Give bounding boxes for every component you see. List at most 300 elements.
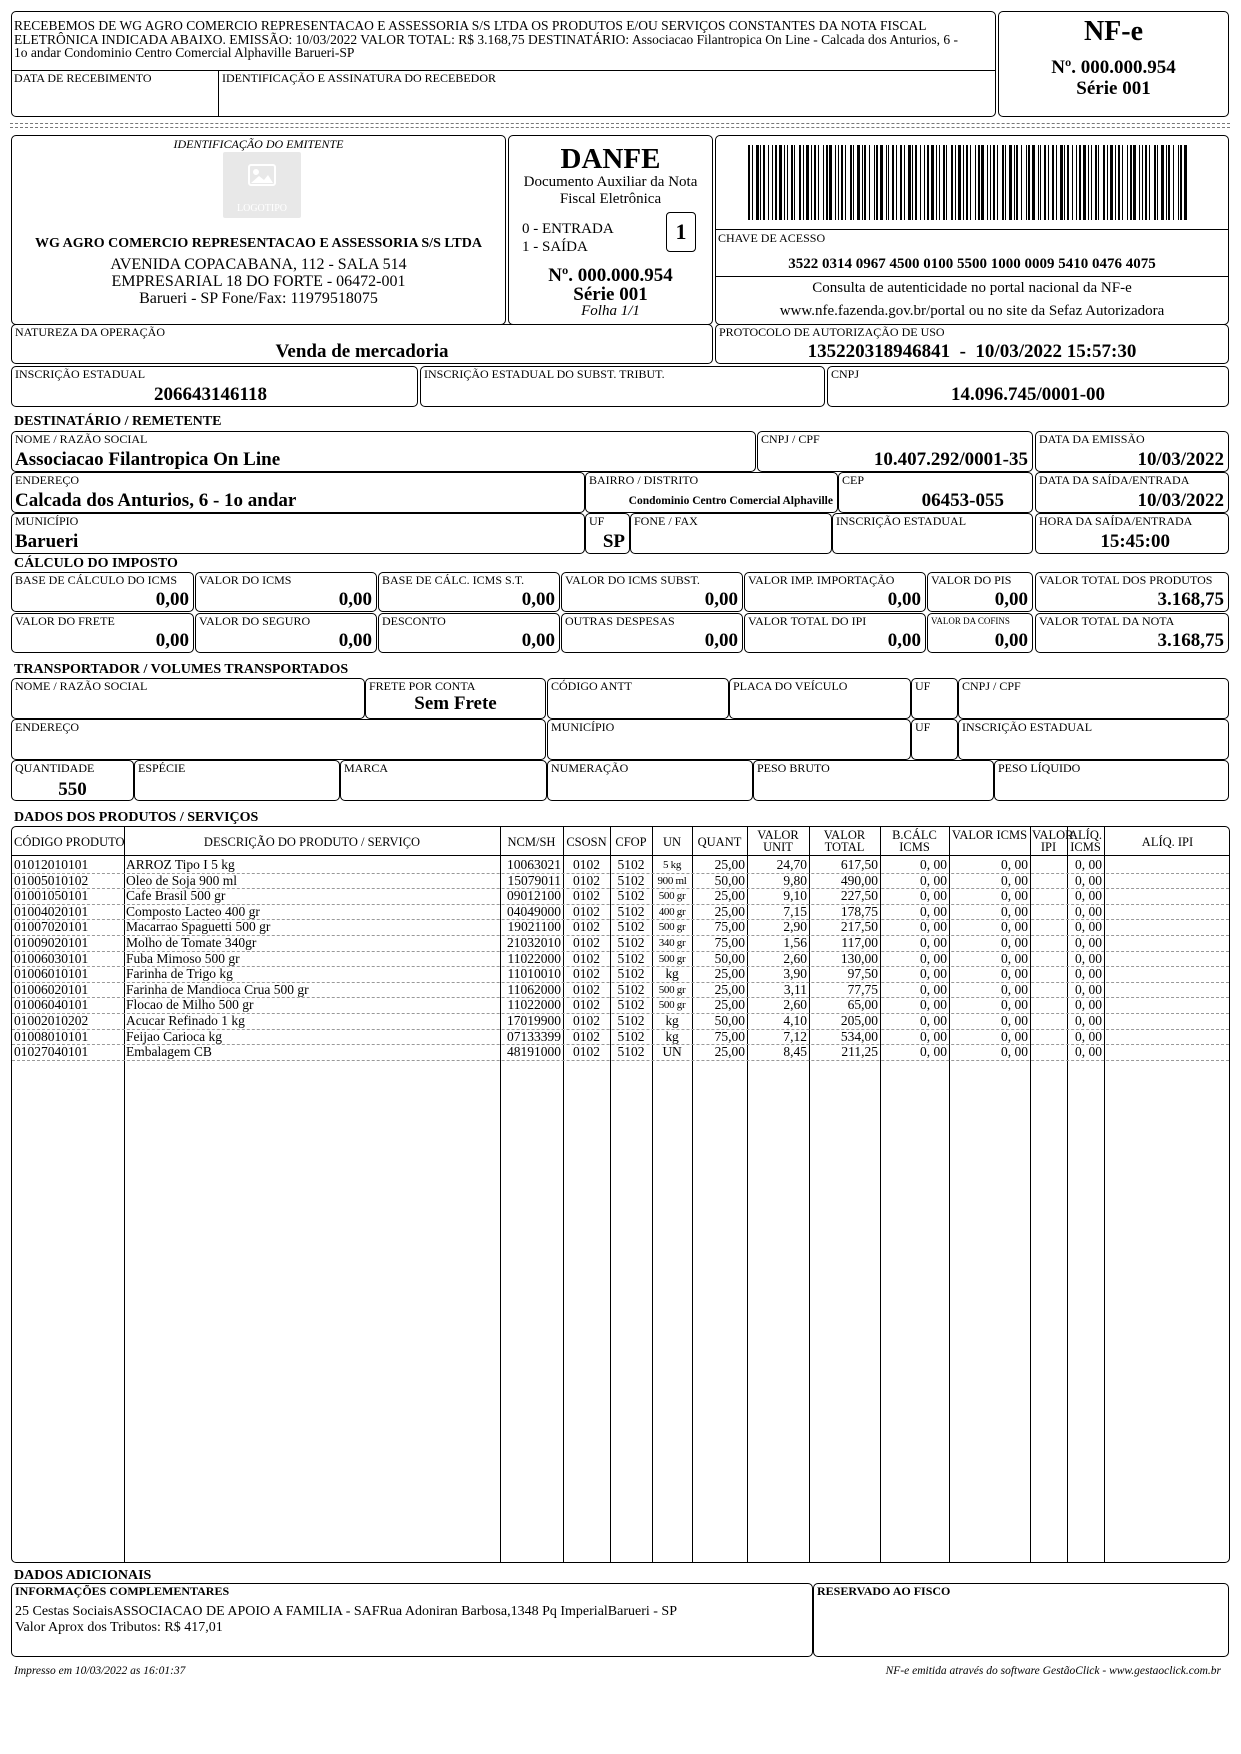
transp-municipio-box [547,719,911,760]
imposto-field [927,572,1033,612]
table-cell: 0, 00 [920,1028,947,1044]
barcode-bar [811,145,812,220]
table-cell: 500 gr [658,999,686,1012]
protocolo-label: PROTOCOLO DE AUTORIZAÇÃO DE USO [719,325,945,339]
imposto-field-value: 0,00 [704,589,738,610]
barcode-bar [1115,145,1116,220]
barcode-bar [1072,145,1073,220]
table-cell: Embalagem CB [126,1044,212,1060]
transp-peso-liquido-label: PESO LÍQUIDO [998,761,1081,775]
table-column-divider [1030,827,1031,1562]
table-cell: 0, 00 [920,1013,947,1028]
transp-marca-label: MARCA [344,761,389,775]
barcode-bar [1048,145,1049,220]
table-cell: 5102 [617,888,645,904]
chave-value: 3522 0314 0967 4500 0100 5500 1000 0009 5410 0476 4075 [788,256,1156,272]
table-header-cell: VALOR IPI [1032,828,1074,854]
table-cell: 10063021 [507,857,561,872]
table-cell: 0, 00 [1075,966,1102,982]
cnpj-emitente-value: 14.096.745/0001-00 [950,384,1106,405]
table-cell: 25,00 [714,966,745,982]
transp-especie-label: ESPÉCIE [138,761,186,775]
imposto-field [378,572,560,612]
table-cell: Farinha de Mandioca Crua 500 gr [126,981,309,997]
imposto-field [561,613,743,653]
table-cell: 01006020101 [14,981,89,997]
table-cell: 5102 [617,950,645,966]
table-cell: 0, 00 [1075,1013,1102,1028]
danfe-entrada: 0 - ENTRADA [522,221,614,237]
ie-value: 206643146118 [154,384,267,405]
table-cell: 0, 00 [1075,1028,1102,1044]
table-header-divider [12,855,1229,856]
dest-emissao-value: 10/03/2022 [1137,449,1224,470]
imposto-field-label: BASE DE CÁLCULO DO ICMS [15,573,178,587]
barcode-bar [924,145,925,220]
barcode-bar [931,145,934,220]
table-cell: 0, 00 [1075,857,1102,872]
table-cell: 48191000 [507,1044,561,1060]
table-cell: 8,45 [783,1044,807,1060]
table-cell: 0, 00 [920,919,947,935]
imposto-field-label: VALOR DO PIS [931,573,1012,587]
barcode-bar [1014,145,1015,220]
table-cell: 130,00 [840,950,878,966]
emitente-endereco1: AVENIDA COPACABANA, 112 - SALA 514 [110,256,407,273]
imposto-field-label: VALOR DO FRETE [15,614,115,628]
table-cell: Flocao de Milho 500 gr [126,997,254,1013]
transp-placa-box [729,678,911,719]
image-icon [223,152,301,202]
barcode-bar [987,145,988,220]
table-cell: 5102 [617,1028,645,1044]
barcode-bar [768,145,769,220]
table-cell: 900 ml [657,874,687,887]
natureza-box [11,324,713,364]
imposto-field-label: VALOR DO SEGURO [199,614,311,628]
table-cell: 01005010102 [14,872,89,888]
imposto-field-label: OUTRAS DESPESAS [565,614,675,628]
table-cell: 0, 00 [920,903,947,919]
table-cell: 5102 [617,857,645,872]
barcode-bar [966,145,968,220]
transp-especie-box [134,760,340,801]
table-cell: Molho de Tomate 340gr [126,935,257,950]
danfe-tipo: 1 [666,212,696,252]
table-cell: 2,60 [783,997,807,1013]
table-cell: 178,75 [840,903,878,919]
table-cell: 0, 00 [1075,903,1102,919]
barcode-bar [990,145,991,220]
table-cell: 2,90 [783,919,807,935]
danfe-saida: 1 - SAÍDA [522,239,588,255]
dest-emissao-box [1035,431,1229,472]
barcode-bar [1142,145,1143,220]
table-cell: 50,00 [714,1013,745,1028]
barcode-bar [763,145,765,220]
table-cell: 21032010 [507,935,561,950]
table-cell: 5102 [617,919,645,935]
barcode-bar [1149,145,1150,220]
table-cell: 01007020101 [14,919,89,935]
barcode-bar [874,145,875,220]
dest-hora-value: 15:45:00 [1100,531,1170,552]
canhoto-nfe-numero: Nº. 000.000.954 [1051,57,1176,78]
barcode-bar [838,145,839,220]
transp-endereco-label: ENDEREÇO [15,720,79,734]
barcode-bar [892,145,894,220]
barcode-bar [1076,145,1077,220]
table-cell: 9,10 [783,888,807,904]
table-cell: 11022000 [507,950,561,966]
dest-municipio-label: MUNICÍPIO [15,514,79,528]
table-cell: Cafe Brasil 500 gr [126,888,226,904]
transp-uf2-box [911,719,958,760]
barcode-bar [927,145,929,220]
imposto-field-value: 0,00 [994,630,1028,651]
canhoto-divider-v [218,70,219,117]
barcode-bar [908,145,911,220]
reservado-fisco-label: RESERVADO AO FISCO [817,1584,951,1598]
dest-cnpj-value: 10.407.292/0001-35 [873,449,1028,470]
table-cell: kg [665,1013,679,1028]
table-cell: 25,00 [714,857,745,872]
barcode-bar [1180,145,1182,220]
dest-uf-value: SP [602,531,625,552]
barcode-bar [826,145,828,220]
table-cell: 0, 00 [920,966,947,982]
barcode-bar [1168,145,1170,220]
table-cell: 0, 00 [1075,981,1102,997]
dest-ie-box [832,513,1033,554]
barcode-bar [958,145,961,220]
table-header-cell: ALÍQ. IPI [1141,835,1194,849]
table-cell: 500 gr [658,952,686,965]
transp-uf2-label: UF [915,720,931,734]
imposto-field-value: 0,00 [155,589,189,610]
table-cell: 11062000 [507,981,561,997]
table-cell: 0, 00 [1001,888,1028,904]
table-cell: 1,56 [783,935,807,950]
table-cell: 0102 [573,903,600,919]
barcode-bar [752,145,753,220]
dest-hora-label: HORA DA SAÍDA/ENTRADA [1039,514,1193,528]
table-header-cell: NCM/SH [507,835,556,849]
barcode-bar [1103,145,1105,220]
canhoto-divider [11,70,996,71]
barcode-bar [1178,145,1179,220]
dest-saida-box [1035,472,1229,513]
barcode [748,145,1193,220]
imposto-section: CÁLCULO DO IMPOSTO [14,556,178,571]
barcode-bar [794,145,795,220]
table-cell: 77,75 [847,981,878,997]
imposto-field-value: 0,00 [887,589,921,610]
barcode-bar [981,145,984,220]
table-cell: 7,12 [783,1028,807,1044]
barcode-bar [823,145,824,220]
footer-software: NF-e emitida através do software GestãoClick - www.gestaoclick.com.br [885,1665,1221,1677]
transp-antt-box [547,678,729,719]
barcode-bar [970,145,971,220]
transp-frete-label: FRETE POR CONTA [369,679,476,693]
table-cell: 97,50 [847,966,878,982]
dest-fone-label: FONE / FAX [634,514,698,528]
table-cell: 04049000 [507,903,561,919]
barcode-bar [814,145,816,220]
table-cell: 7,15 [783,903,807,919]
info-complementar-box [11,1583,813,1657]
dest-hora-box [1035,513,1229,554]
danfe-subtitle2: Fiscal Eletrônica [559,191,662,207]
table-cell: 0, 00 [920,981,947,997]
imposto-field-value: 0,00 [338,589,372,610]
table-cell: 0, 00 [920,1044,947,1060]
barcode-bar [1161,145,1164,220]
table-cell: kg [665,966,679,982]
info-complementar-line1: 25 Cestas SociaisASSOCIACAO DE APOIO A FAMILIA - SAFRua Adoniran Barbosa,1348 Pq ImperialBarueri - SP [15,1604,678,1619]
table-cell: 0, 00 [1075,919,1102,935]
ie-st-label: INSCRIÇÃO ESTADUAL DO SUBST. TRIBUT. [424,367,665,381]
barcode-bar [799,145,801,220]
danfe-numero: Nº. 000.000.954 [548,265,673,286]
table-cell: 5102 [617,997,645,1013]
transp-peso-liquido-box [994,760,1229,801]
table-cell: 01002010202 [14,1013,89,1028]
barcode-bar [1098,145,1099,220]
cut-line [10,123,1230,124]
barcode-bar [775,145,777,220]
barcode-bar [1079,145,1081,220]
barcode-bar [1026,145,1027,220]
table-cell: 400 gr [658,905,686,918]
barcode-bar [1157,145,1158,220]
canhoto-nfe-title: NF-e [1083,16,1144,47]
table-cell: 0, 00 [1075,935,1102,950]
table-cell: 9,80 [783,872,807,888]
danfe-subtitle1: Documento Auxiliar da Nota [523,174,698,190]
table-cell: 490,00 [840,872,878,888]
table-cell: 0, 00 [920,950,947,966]
barcode-bar [946,145,947,220]
table-cell: 01006010101 [14,966,89,982]
barcode-bar [951,145,953,220]
barcode-bar [853,145,854,220]
barcode-bar [912,145,913,220]
imposto-field-value: 0,00 [704,630,738,651]
transp-peso-bruto-label: PESO BRUTO [757,761,830,775]
dest-bairro-value: Condominio Centro Comercial Alphaville [628,495,833,507]
transp-cnpj-box [958,678,1229,719]
table-cell: 0, 00 [1001,966,1028,982]
table-header-cell: DESCRIÇÃO DO PRODUTO / SERVIÇO [203,835,421,849]
emitente-endereco2: EMPRESARIAL 18 DO FORTE - 06472-001 [111,273,406,290]
dest-cep-box [838,472,1033,513]
transp-marca-box [340,760,547,801]
table-cell: 0, 00 [1001,872,1028,888]
table-header-cell: QUANT [697,835,742,849]
dest-uf-label: UF [589,514,605,528]
table-cell: 0102 [573,888,600,904]
table-cell: 0102 [573,919,600,935]
barcode-bar [779,145,782,220]
barcode-bar [756,145,759,220]
barcode-bar [936,145,937,220]
transp-numeracao-label: NUMERAÇÃO [551,761,629,775]
table-cell: 0, 00 [1075,950,1102,966]
imposto-field-label: VALOR TOTAL DOS PRODUTOS [1039,573,1213,587]
imposto-field-label: VALOR DO ICMS SUBST. [565,573,700,587]
data-recebimento-label: DATA DE RECEBIMENTO [14,71,152,85]
barcode-bar [787,145,788,220]
table-cell: 5102 [617,1044,645,1060]
barcode-bar [1166,145,1167,220]
barcode-bar [864,145,866,220]
imposto-field [561,572,743,612]
ie-label: INSCRIÇÃO ESTADUAL [15,367,146,381]
barcode-bar [1107,145,1108,220]
dest-saida-value: 10/03/2022 [1137,490,1224,511]
table-cell: 0, 00 [1001,857,1028,872]
barcode-bar [1044,145,1046,220]
table-cell: 01008010101 [14,1028,89,1044]
transp-uf-box [911,678,958,719]
barcode-bar [978,145,980,220]
barcode-bar [904,145,905,220]
table-cell: 5102 [617,1013,645,1028]
transp-quantidade-value: 550 [58,779,87,800]
table-cell: 0102 [573,872,600,888]
table-cell: 24,70 [776,857,807,872]
protocolo-value: 135220318946841 - 10/03/2022 15:57:30 [807,341,1137,362]
table-cell: 217,50 [840,919,878,935]
ie-st-box [420,366,825,407]
transp-placa-label: PLACA DO VEÍCULO [733,679,848,693]
table-cell: 01001050101 [14,888,89,904]
imposto-field [195,613,377,653]
table-cell: 0, 00 [920,872,947,888]
reservado-fisco-box [813,1583,1229,1657]
barcode-bar [784,145,785,220]
dest-bairro-box [585,472,838,513]
table-cell: 01004020101 [14,903,89,919]
logo-placeholder [223,152,301,218]
imposto-field [11,613,194,653]
barcode-bar [939,145,940,220]
table-cell: 3,11 [783,981,807,997]
table-cell: 0, 00 [1001,903,1028,919]
barcode-bar [1122,145,1123,220]
barcode-bar [1154,145,1156,220]
dest-nome-label: NOME / RAZÃO SOCIAL [15,432,148,446]
table-cell: 0, 00 [1075,872,1102,888]
imposto-field-label: VALOR TOTAL DO IPI [748,614,867,628]
produtos-table [11,826,1230,1563]
barcode-bar [1088,145,1089,220]
barcode-bar [862,145,863,220]
barcode-bar [1064,145,1065,220]
transp-antt-label: CÓDIGO ANTT [551,679,632,693]
table-cell: 0, 00 [1075,888,1102,904]
table-cell: 0, 00 [1001,935,1028,950]
table-cell: 117,00 [841,935,878,950]
transp-quantidade-label: QUANTIDADE [15,761,95,775]
table-cell: 0, 00 [1001,997,1028,1013]
barcode-bar [818,145,819,220]
table-cell: 50,00 [714,950,745,966]
imposto-field-label: VALOR DO ICMS [199,573,292,587]
dest-fone-box [630,513,832,554]
table-cell: 07133399 [507,1028,561,1044]
table-cell: 0, 00 [1001,1044,1028,1060]
table-header-cell: CÓDIGO PRODUTO [14,835,125,849]
canhoto-text: RECEBEMOS DE WG AGRO COMERCIO REPRESENTACAO E ASSESSORIA S/S LTDA OS PRODUTOS E/OU SERVIÇOS CONSTANTES DA NOTA FISCAL ELETRÔNICA INDICADA ABAIXO. EMISSÃO: 10/03/2022 VALOR TOTAL: R$ 3.168,75 DESTINATÁRIO: Associacao Filantropica On Line - Calcada dos Anturios, 6 - 1o andar Condominio Centro Comercial Alphaville Barueri-SP [14,18,958,60]
canhoto-nfe-serie: Série 001 [1076,78,1151,99]
table-header-cell: CFOP [615,835,647,849]
table-cell: Macarrao Spaguetti 500 gr [126,919,271,935]
table-cell: Acucar Refinado 1 kg [126,1013,245,1028]
table-cell: 75,00 [714,1028,745,1044]
table-cell: 340 gr [658,937,686,949]
barcode-bar [869,145,870,220]
identificacao-recebedor-label: IDENTIFICAÇÃO E ASSINATURA DO RECEBEDOR [222,71,497,85]
barcode-bar [1184,145,1187,220]
imposto-field [927,613,1033,653]
barcode-bar [1091,145,1092,220]
table-column-divider [1104,827,1105,1562]
table-cell: 50,00 [714,872,745,888]
emitente-section-label: IDENTIFICAÇÃO DO EMITENTE [173,137,344,151]
table-cell: Farinha de Trigo kg [126,966,233,982]
transp-municipio-label: MUNICÍPIO [551,720,615,734]
transp-frete-value: Sem Frete [414,693,497,714]
logo-placeholder-text: LOGOTIPO [237,203,287,214]
table-cell: 0, 00 [1075,1044,1102,1060]
table-cell: 0102 [573,997,600,1013]
barcode-bar [1145,145,1147,220]
table-cell: 01006040101 [14,997,89,1013]
danfe-title: DANFE [560,143,661,175]
dest-endereco-box [11,472,585,513]
imposto-field [1035,613,1229,653]
transp-frete-box [365,678,546,719]
imposto-field [744,572,926,612]
table-cell: kg [665,1028,679,1044]
barcode-bar [1139,145,1140,220]
table-cell: 11010010 [507,966,561,982]
imposto-field-label: VALOR DA COFINS [931,616,1010,626]
table-cell: 5102 [617,872,645,888]
destinatario-section: DESTINATÁRIO / REMETENTE [14,414,222,429]
imposto-field [11,572,194,612]
barcode-bar [850,145,852,220]
barcode-bar [1009,145,1012,220]
table-header-cell: B.CÁLC ICMS [892,828,937,854]
footer-impresso: Impresso em 10/03/2022 as 16:01:37 [14,1665,186,1677]
table-cell: 25,00 [714,981,745,997]
barcode-bar [1118,145,1120,220]
imposto-field-value: 0,00 [994,589,1028,610]
table-header-cell: VALOR ICMS [951,828,1028,842]
table-cell: ARROZ Tipo I 5 kg [126,857,235,872]
transp-cnpj-label: CNPJ / CPF [962,679,1021,693]
info-complementar-label: INFORMAÇÕES COMPLEMENTARES [15,1584,230,1598]
table-cell: 15079011 [507,872,561,888]
table-cell: 0, 00 [920,888,947,904]
table-cell: 5102 [617,903,645,919]
transp-numeracao-box [547,760,753,801]
transp-endereco-box [11,719,546,760]
